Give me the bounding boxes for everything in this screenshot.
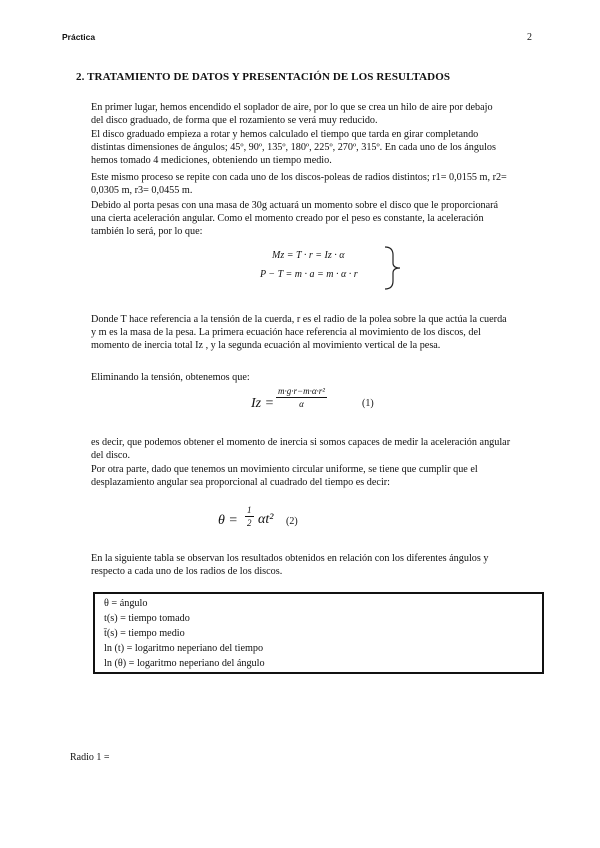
legend-item: ln (θ) = logaritmo neperiano del ángulo [104,658,265,669]
paragraph-line: hemos tomado 4 mediciones, obteniendo un tiempo medio. [91,155,332,166]
paragraph-circular-motion [91,463,543,489]
paragraph-line: En la siguiente tabla se observan los resultados obtenidos en relación con los diferentes ángulos y [91,553,489,564]
legend-item: ln (t) = logaritmo neperiano del tiempo [104,643,264,654]
legend-item: θ = ángulo [104,598,148,609]
paragraph-line: Por otra parte, dado que tenemos un movimiento circular uniforme, se tiene que cumplir que el [91,464,478,475]
paragraph-line: Debido al porta pesas con una masa de 30g actuará un momento sobre el disco que le proporcionará [91,200,499,211]
equation-1-denominator: α [299,399,304,409]
paragraph-line: y m es la masa de la pesa. La primera ecuación hace referencia al movimiento de los discos, del [91,327,481,338]
paragraph-line: momento de inercia total Iz , y la segunda ecuación al movimiento vertical de la pesa. [91,340,441,351]
paragraph-line: del disco graduado, de forma que el rozamiento se verá muy reducido. [91,115,378,126]
equation-system-line-2: P − T = m · a = m · α · r [260,269,358,280]
curly-brace-icon [383,245,405,291]
paragraph-line: desplazamiento angular sea proporcional al cuadrado del tiempo es decir: [91,477,390,488]
paragraph-line: respecto a cada uno de los radios de los discos. [91,566,283,577]
equation-2-label: (2) [286,516,298,527]
paragraph-line: distintas dimensiones de ángulos; 45º, 90º, 135º, 180º, 225º, 270º, 315º. En cada uno de los ángulos [91,142,496,153]
equation-1-fraction [276,386,327,409]
paragraph-radii [91,171,543,197]
paragraph-line: Este mismo proceso se repite con cada uno de los discos-poleas de radios distintos; r1= 0,0155 m, r2= [91,172,507,183]
equation-2-numerator: 1 [247,505,252,515]
paragraph-line: también lo será, por lo que: [91,226,203,237]
paragraph-line: una cierta aceleración angular. Como el momento creado por el peso es constante, la aceleración [91,213,484,224]
paragraph-angles [91,128,543,167]
section-title: 2. TRATAMIENTO DE DATOS Y PRESENTACIÓN DE LOS RESULTADOS [76,71,451,83]
equation-1-lhs: Iz = [251,396,275,411]
legend-item: t(s) = tiempo tomado [104,613,190,624]
equation-2-rhs: αt² [258,512,274,527]
paragraph-definitions [91,313,543,352]
equation-2-denominator: 2 [247,518,252,528]
paragraph-elimination [91,371,543,384]
equation-system-line-1: Mz = T · r = Iz · α [272,250,345,261]
paragraph-line: es decir, que podemos obtener el momento de inercia si somos capaces de medir la aceleración angular [91,437,511,448]
radio-label: Radio 1 = [70,752,110,763]
paragraph-moment [91,199,543,238]
legend-item: t̄(s) = tiempo medio [104,628,185,639]
paragraph-line: del disco. [91,450,131,461]
legend-box [93,592,544,674]
running-header: Práctica [62,32,96,42]
page-number: 2 [527,32,532,43]
paragraph-intro [91,101,543,127]
paragraph-line: Eliminando la tensión, obtenemos que: [91,372,250,383]
paragraph-table-intro [91,552,543,578]
equation-2-fraction [245,505,254,528]
equation-1-numerator: m·g·r−m·α·r² [278,386,325,396]
equation-1-label: (1) [362,398,374,409]
paragraph-inertia [91,436,543,462]
paragraph-line: El disco graduado empieza a rotar y hemos calculado el tiempo que tarda en girar completando [91,129,479,140]
equation-2-lhs: θ = [218,513,238,528]
paragraph-line: Donde T hace referencia a la tensión de la cuerda, r es el radio de la polea sobre la que actúa la cuerda [91,314,507,325]
paragraph-line: En primer lugar, hemos encendido el soplador de aire, por lo que se crea un hilo de aire por debajo [91,102,493,113]
paragraph-line: 0,0305 m, r3= 0,0455 m. [91,185,193,196]
